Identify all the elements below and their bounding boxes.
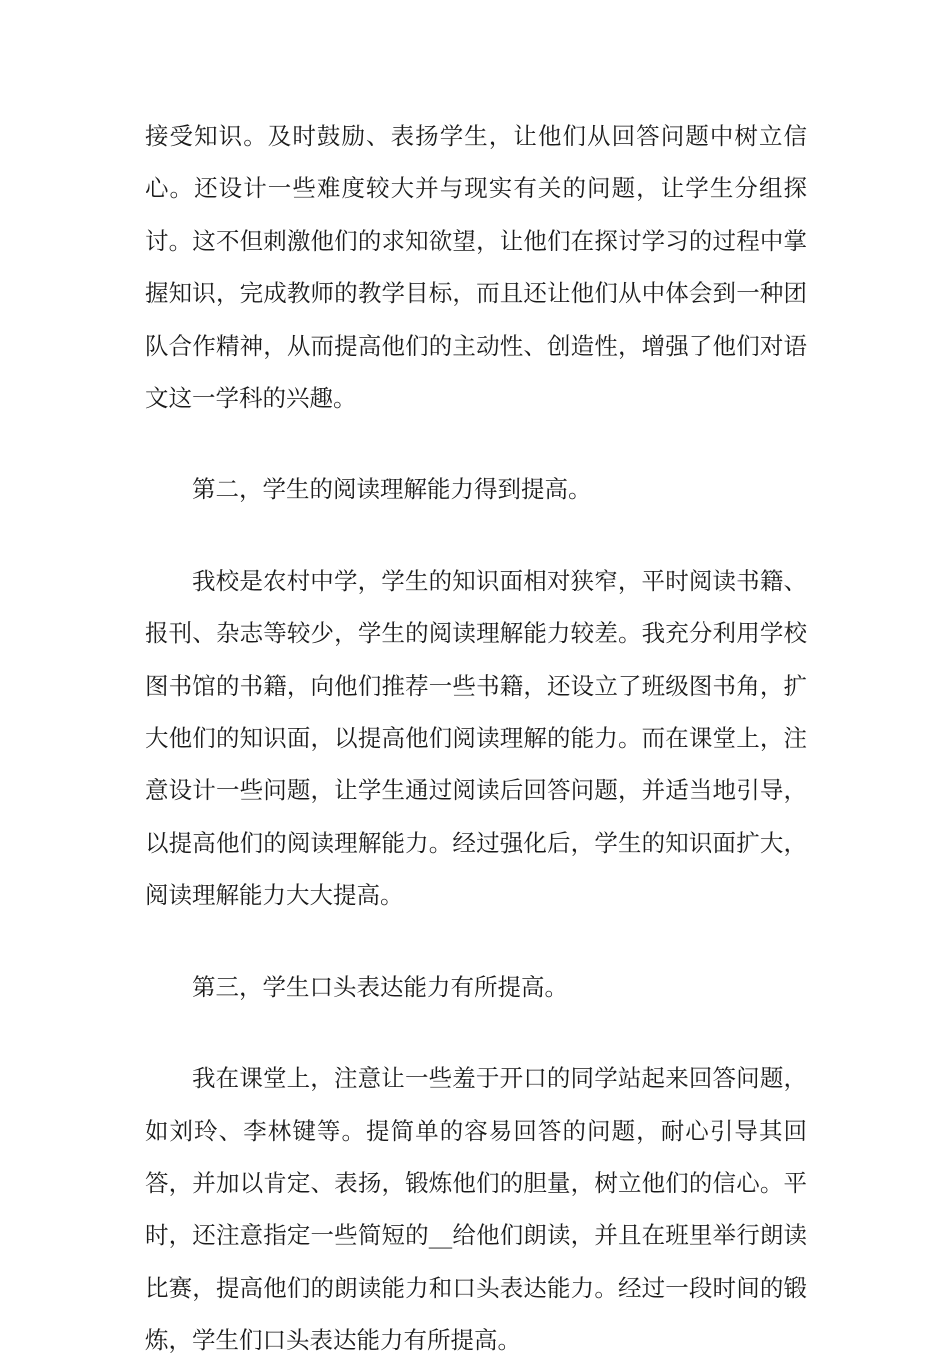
- section-heading-third: 第三，学生口头表达能力有所提高。: [192, 972, 568, 1001]
- paragraph-reading: 我校是农村中学，学生的知识面相对狭窄，平时阅读书籍、报刊、杂志等较少，学生的阅读理解能力较差。我充分利用学校图书馆的书籍，向他们推荐一些书籍，还设立了班级图书角，扩大他们的知识面，以提高他们阅读理解的能力。而在课堂上，注意设计一些问题，让学生通过阅读后回答问题，并适当地引导，以提高他们的阅读理解能力。经过强化后，学生的知识面扩大，阅读理解能力大大提高。: [145, 566, 807, 910]
- paragraph-continued: 接受知识。及时鼓励、表扬学生，让他们从回答问题中树立信心。还设计一些难度较大并与现实有关的问题，让学生分组探讨。这不但刺激他们的求知欲望，让他们在探讨学习的过程中掌握知识，完成教师的教学目标，而且还让他们从中体会到一种团队合作精神，从而提高他们的主动性、创造性，增强了他们对语文这一学科的兴趣。: [145, 122, 807, 413]
- section-heading-second: 第二，学生的阅读理解能力得到提高。: [192, 475, 592, 504]
- paragraph-speaking: 我在课堂上，注意让一些羞于开口的同学站起来回答问题，如刘玲、李林键等。提简单的容易回答的问题，耐心引导其回答，并加以肯定、表扬，锻炼他们的胆量，树立他们的信心。平时，还注意指定一些简短的__给他们朗读，并且在班里举行朗读比赛，提高他们的朗读能力和口头表达能力。经过一段时间的锻炼，学生们口头表达能力有所提高。: [145, 1064, 807, 1355]
- document-body: [145, 110, 807, 1367]
